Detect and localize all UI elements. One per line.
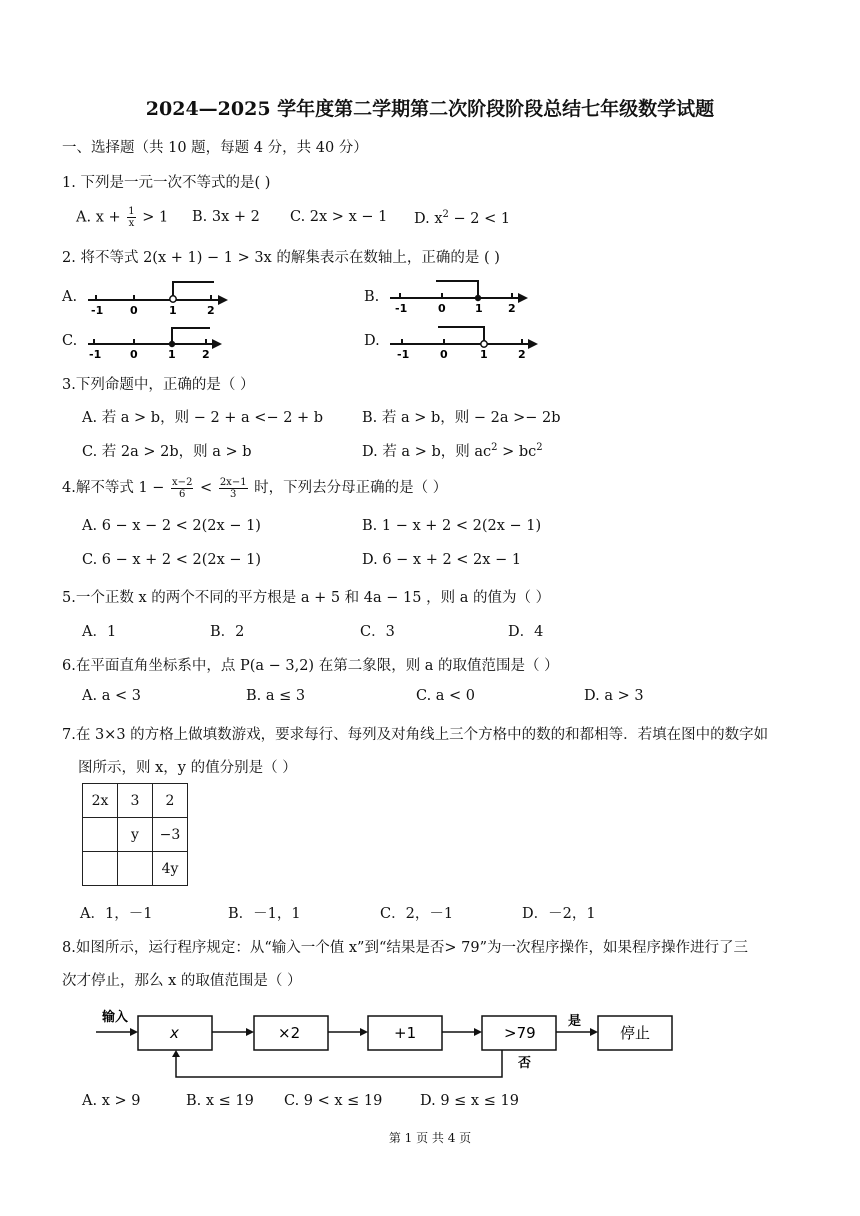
q1-a-num: 1 [128,206,135,217]
q2c-tick-neg1: -1 [89,348,102,360]
q4-stem-post: 时，下列去分母正确的是（ ） [249,480,448,496]
q2-option-d-label: D. [364,333,380,349]
q2b-tick-1: 1 [475,302,483,315]
q1-option-b: B. 3x + 2 [192,209,260,225]
grid-cell: 4y [153,852,188,886]
q4-option-b: B. 1 − x + 2 < 2(2x − 1) [362,518,542,534]
q8-option-b: B. x ≤ 19 [186,1093,254,1109]
q2b-tick-0: 0 [438,302,446,315]
q2-number-line-a [84,278,234,316]
q3-option-c: C. 若 2a > 2b，则 a > b [82,444,252,460]
q3-option-d [362,440,543,461]
q4-option-d: D. 6 − x + 2 < 2x − 1 [362,552,522,568]
flow-input-label: 输入 [102,1010,129,1025]
q5-option-b: B．2 [210,624,245,640]
q2d-tick-1: 1 [480,348,488,360]
q2b-tick-neg1: -1 [395,302,408,315]
q4-fraction-2 [219,477,248,500]
q2a-tick-neg1: -1 [91,304,104,316]
q1-d-pre: D. x [414,210,443,227]
q1-a-fraction [127,206,135,229]
flow-box-times2-label: ×2 [278,1024,301,1042]
q7-option-b: B．－1，1 [228,906,301,922]
section-heading: 一、选择题（共 10 题，每题 4 分，共 40 分） [62,140,368,156]
q8-stem-line2: 次才停止，那么 x 的取值范围是（ ） [62,973,302,989]
q4-fraction-1 [171,477,193,500]
q7-stem-line1: 7.在 3×3 的方格上做填数游戏，要求每行、每列及对角线上三个方格中的数的和都相等．若填在图中的数字如 [62,727,769,743]
q3-option-a: A. 若 a > b，则 − 2 + a <− 2 + b [82,410,324,426]
q6-option-a: A. a < 3 [82,688,141,704]
grid-cell: −3 [153,818,188,852]
q3-d-pre: D. 若 a > b，则 ac [362,444,492,460]
flow-no-label: 否 [518,1056,532,1071]
flow-box-plus1-label: +1 [394,1024,417,1042]
q3-d-sup1: 2 [491,442,498,454]
grid-row [83,784,188,818]
grid-cell [118,852,153,886]
page-title: 2024—2025 学年度第二学期第二次阶段阶段总结七年级数学试题 [145,98,715,120]
q8-flowchart [90,1005,690,1085]
q2c-tick-0: 0 [130,348,138,360]
grid-cell: 2x [83,784,118,818]
q1-d-post: − 2 < 1 [448,210,511,227]
flow-yes-label: 是 [568,1014,582,1029]
q3-d-sup2: 2 [536,442,543,454]
q4-stem-pre: 4.解不等式 1 − [62,480,170,496]
page-footer: 第 1 页 共 4 页 [388,1131,472,1145]
magic-square-grid [82,783,188,886]
q2-option-b-label: B. [364,289,380,305]
q5-option-a: A．1 [82,624,117,640]
flow-box-x-label: x [170,1024,179,1042]
q2a-tick-1: 1 [169,304,177,316]
q2d-tick-neg1: -1 [397,348,410,360]
flow-box-compare-label: >79 [504,1024,536,1042]
grid-cell: 2 [153,784,188,818]
q1-d-sup: 2 [442,209,449,220]
flow-box-stop-label: 停止 [620,1024,651,1042]
q2-stem-post: 的解集表示在数轴上，正确的是 ( ) [271,250,500,266]
q1-stem: 1. 下列是一元一次不等式的是( ) [62,175,271,191]
q7-option-d: D．－2，1 [522,906,596,922]
q8-stem-line1: 8.如图所示，运行程序规定：从“输入一个值 x”到“结果是否> 79”为一次程序操作，如果程序操作进行了三 [62,940,748,956]
q3-option-b: B. 若 a > b，则 − 2a >− 2b [362,410,561,426]
q2-stem-math: 2(x + 1) − 1 > 3x [143,250,272,266]
q6-option-c: C. a < 0 [416,688,476,704]
q7-stem-line2: 图所示，则 x，y 的值分别是（ ） [78,760,297,776]
q2-option-a-label: A. [62,289,78,305]
q4-option-a: A. 6 − x − 2 < 2(2x − 1) [82,518,261,534]
q8-option-d: D. 9 ≤ x ≤ 19 [420,1093,519,1109]
q1-option-c: C. 2x > x − 1 [290,209,388,225]
q2c-tick-2: 2 [202,348,210,360]
q2-option-c-label: C. [62,333,78,349]
q4-f1-den: 6 [179,488,186,500]
q8-option-a: A. x > 9 [82,1093,141,1109]
q6-option-b: B. a ≤ 3 [246,688,306,704]
q1-option-a [76,206,168,229]
q3-stem: 3.下列命题中，正确的是（ ） [62,377,255,393]
q2-stem [62,246,500,267]
grid-cell [83,818,118,852]
q7-option-a: A．1，－1 [80,906,153,922]
grid-row [83,852,188,886]
q1-a-post: > 1 [137,209,169,226]
q4-stem [62,476,447,500]
q2b-tick-2: 2 [508,302,516,315]
q1-a-den: x [128,218,135,229]
grid-cell: y [118,818,153,852]
q4-f1-num: x−2 [172,476,193,488]
q2-stem-pre: 2. 将不等式 [62,250,144,266]
q7-option-c: C．2，－1 [380,906,454,922]
grid-row [83,818,188,852]
q4-f2-den: 3 [230,488,237,500]
q5-option-c: C．3 [360,624,395,640]
q1-a-pre: A. x + [76,209,126,226]
q2d-tick-0: 0 [440,348,448,360]
q6-stem: 6.在平面直角坐标系中，点 P(a − 3,2) 在第二象限，则 a 的取值范围是（ ） [62,658,559,674]
q3-d-mid: > bc [497,444,537,460]
q4-option-c: C. 6 − x + 2 < 2(2x − 1) [82,552,262,568]
q4-mid: < [195,480,217,496]
q1-option-d [414,209,510,227]
q4-f2-num: 2x−1 [219,476,247,488]
q2c-tick-1: 1 [168,348,176,360]
q2d-tick-2: 2 [518,348,526,360]
q2a-tick-0: 0 [130,304,138,316]
q2-number-line-d [386,322,544,360]
grid-cell: 3 [118,784,153,818]
q8-option-c: C. 9 < x ≤ 19 [284,1093,383,1109]
q6-option-d: D. a > 3 [584,688,644,704]
q2-number-line-b [386,278,536,316]
q2-number-line-c [84,322,234,360]
q5-option-d: D．4 [508,624,544,640]
q2a-tick-2: 2 [207,304,215,316]
q5-stem: 5.一个正数 x 的两个不同的平方根是 a + 5 和 4a − 15 ，则 a 的值为（ ） [62,590,551,606]
grid-cell [83,852,118,886]
